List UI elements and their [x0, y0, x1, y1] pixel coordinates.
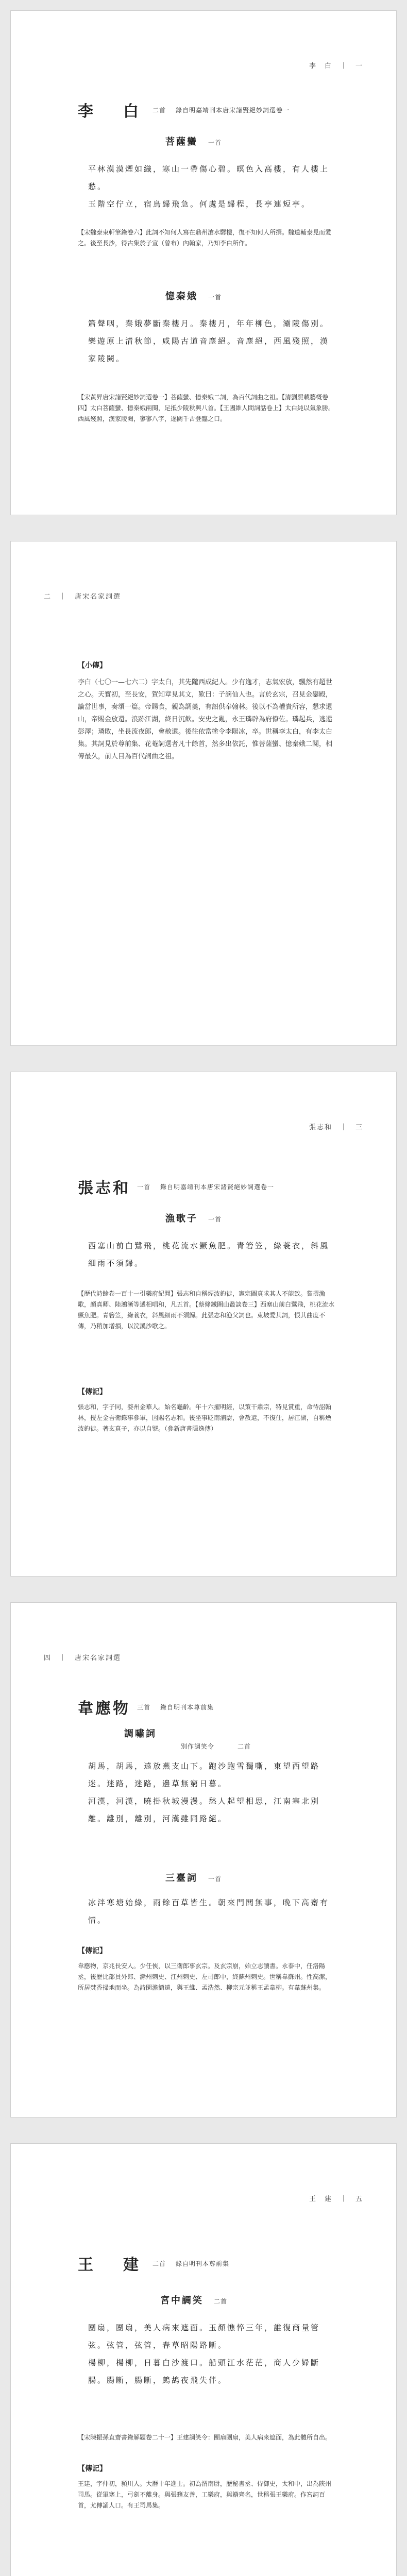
verse-line: 簫聲咽，秦娥夢斷秦樓月。秦樓月，年年柳色，灞陵傷別。 — [88, 319, 330, 328]
verse-line: 樂遊原上清秋節，咸陽古道音塵絕。音塵絕，西風殘照，漢家陵闕。 — [88, 336, 330, 363]
verse-line: 楊柳，楊柳，日暮白沙渡口。船頭江水茫茫，商人少婦斷腸。腸斷，腸斷，鷓鴣夜飛失伴。 — [88, 2358, 320, 2385]
poet-name: 李 白 — [78, 103, 146, 121]
poem-text — [88, 1894, 330, 1929]
poet-source: 錄自明嘉靖刊本唐宋諸賢絕妙詞選卷一 — [160, 1183, 275, 1191]
page-3 — [10, 1072, 397, 1577]
biography: 王建，字仲初，潁川人。大曆十年進士。初為渭南尉，歷秘書丞、侍御史，太和中，出為陝州司馬。從軍塞上，弓劍不離身。與張籍友善，工樂府，與籍齊名，世稱張王樂府。作宮詞百首，尤傳誦人口。有王司馬集。 — [78, 2480, 332, 2509]
poet-name: 張志和 — [78, 1179, 130, 1197]
section-heading: 【傳記】 — [78, 1947, 107, 1955]
verse-line: 玉階空佇立，宿鳥歸飛急。何處是歸程，長亭連短亭。 — [88, 199, 311, 209]
poet-name: 王 建 — [78, 2256, 146, 2274]
commentary: 【宋陳振孫直齋書錄解題卷二十一】王建調笑令：團扇團扇，美人病來遮面，為此體所自出。 — [78, 2434, 332, 2441]
poem-count: 二首 — [238, 1743, 251, 1750]
poem-title: 調嘯詞 — [124, 1728, 157, 1739]
poem-text — [88, 1757, 330, 1827]
biography: 韋應物，京兆長安人。少任俠，以三衛郎事玄宗。及玄宗崩，始立志讀書。永泰中，任洛陽丞，後歷比部員外郎、滁州刺史、江州刺史、左司郎中，終蘇州刺史。世稱韋蘇州。性高潔，所居焚香掃地而坐。為詩閑澹簡遠，與王維、孟浩然、柳宗元並稱王孟韋柳。有韋蘇州集。 — [78, 1962, 332, 1991]
section-heading: 【傳記】 — [78, 2465, 107, 2473]
poem-count: 一首 — [208, 294, 222, 301]
poem-count: 一首 — [208, 1216, 222, 1223]
poem-title: 漁歌子 一首 — [165, 1213, 222, 1224]
poem-text — [88, 160, 330, 213]
poem-text — [88, 315, 330, 367]
verse-line: 團扇，團扇，美人病來遮面。玉顏憔悴三年，誰復商量管弦。弦管，弦管，春草昭陽路斷。 — [88, 2323, 320, 2350]
poet-source: 錄自明刊本尊前集 — [160, 1704, 214, 1711]
poem-title: 憶秦娥 一首 — [165, 291, 222, 302]
verse-line: 河漢，河漢，曉掛秋城漫漫。愁人起望相思，江南塞北別離。離別，離別，河漢雖同路絕。 — [88, 1797, 320, 1823]
commentary: 【宋黃昇唐宋諸賢絕妙詞選卷一】菩薩蠻、憶秦娥二詞，為百代詞曲之祖。【清劉熙載藝概卷四】太白菩薩蠻、憶秦娥兩闋，足抵少陵秋興八首。【王國維人間詞話卷上】太白純以氣象勝。西風殘照，漢家陵闕，寥寥八字，遂關千古登臨之口。 — [78, 394, 335, 422]
commentary: 【宋魏泰東軒筆錄卷六】此詞不知何人寫在鼎州滄水驛樓，復不知何人所撰。魏道輔泰見而愛之。後至長沙，得古集於子宣（曾布）內翰家，乃知李白所作。 — [78, 229, 332, 247]
poem-title: 三臺詞 一首 — [165, 1873, 222, 1884]
page-4 — [10, 1602, 397, 2117]
poem-subtitle: 別作調笑令 — [181, 1743, 215, 1750]
poem-text — [88, 1237, 330, 1272]
page-1 — [10, 10, 397, 515]
poet-count: 二首 — [152, 2260, 166, 2267]
section-heading: 【傳記】 — [78, 1388, 107, 1396]
poem-count: 二首 — [214, 2298, 228, 2305]
running-header: 李 白 ｜ 一 — [309, 62, 363, 70]
verse-line: 西塞山前白鷺飛，桃花流水鱖魚肥。青箬笠，綠蓑衣，斜風細雨不須歸。 — [88, 1241, 330, 1268]
poem-count: 一首 — [208, 1875, 222, 1883]
biography: 張志和，字子同，婺州金華人。始名龜齡。年十六擢明經，以策干肅宗，特見賞重，命待詔翰林，授左金吾衛錄事參軍，因賜名志和。後坐事貶南浦尉，會赦還，不復仕，居江湖，自稱煙波釣徒。著玄真子，亦以自號。（參新唐書隱逸傳） — [78, 1403, 332, 1432]
verse-line: 冰泮寒塘始綠，雨餘百草皆生。朝來門閭無事，晚下高齋有情。 — [88, 1898, 330, 1925]
running-header: 二 ｜ 唐宋名家詞選 — [44, 593, 122, 601]
poem-count: 一首 — [208, 139, 222, 146]
commentary: 【歷代詩餘卷一百十一引樂府紀聞】張志和自稱煙波釣徒，憲宗圖真求其人不能致。嘗撰漁歌，顏真卿、陸鴻漸等遞相唱和，凡五首。【蔡條鐵圍山叢談卷三】西塞山前白鷺飛，桃花流水鱖魚肥。青箬笠，綠蓑衣，斜風細雨不須歸。此張志和漁父詞也。東坡愛其詞，恨其曲度不傳，乃稍加增損，以浣溪沙歌之。 — [78, 1290, 335, 1330]
page-5 — [10, 2143, 397, 2576]
running-header: 四 ｜ 唐宋名家詞選 — [44, 1654, 122, 1662]
poet-source: 錄自明刊本尊前集 — [176, 2260, 230, 2267]
verse-line: 胡馬，胡馬，遠放燕支山下。跑沙跑雪獨嘶，東望西望路迷。迷路，迷路，邊草無窮日暮。 — [88, 1761, 320, 1788]
page-2 — [10, 541, 397, 1046]
poet-count: 一首 — [137, 1183, 151, 1191]
section-heading: 【小傳】 — [78, 662, 107, 670]
biography: 李白（七〇一—七六二）字太白，其先隴西成紀人。少有逸才，志氣宏放，飄然有超世之心。天寶初，至長安，賀知章見其文，歎曰：子謫仙人也。言於玄宗，召見金鑾殿，論當世事，奏頌一篇。帝賜食，親為調羹，有詔供奉翰林。後以不為權貴所容，懇求還山，帝賜金放還。浪跡江湖，終日沉飲。安史之亂，永王璘辟為府僚佐。璘起兵，逃還彭澤；璘敗，坐長流夜郎，會赦還。後往依當塗令李陽冰，卒。世稱李太白，有李太白集。其詞見於尊前集、花菴詞選者凡十餘首，然多出依託，惟菩薩蠻、憶秦娥二闋，相傳最久，前人目為百代詞曲之祖。 — [78, 679, 333, 760]
poem-title: 宮中調笑 二首 — [160, 2295, 228, 2306]
running-header: 張志和 ｜ 三 — [309, 1124, 363, 1131]
poet-count: 二首 — [152, 107, 166, 114]
running-header: 王 建 ｜ 五 — [309, 2195, 363, 2203]
poet-count: 三首 — [137, 1704, 151, 1711]
poem-title: 菩薩蠻 一首 — [165, 137, 222, 147]
poem-text — [88, 2319, 330, 2389]
verse-line: 平林漠漠煙如織，寒山一帶傷心碧。暝色入高樓，有人樓上愁。 — [88, 164, 330, 191]
poet-name: 韋應物 — [78, 1700, 130, 1718]
poet-source: 錄自明嘉靖刊本唐宋諸賢絕妙詞選卷一 — [176, 107, 290, 114]
